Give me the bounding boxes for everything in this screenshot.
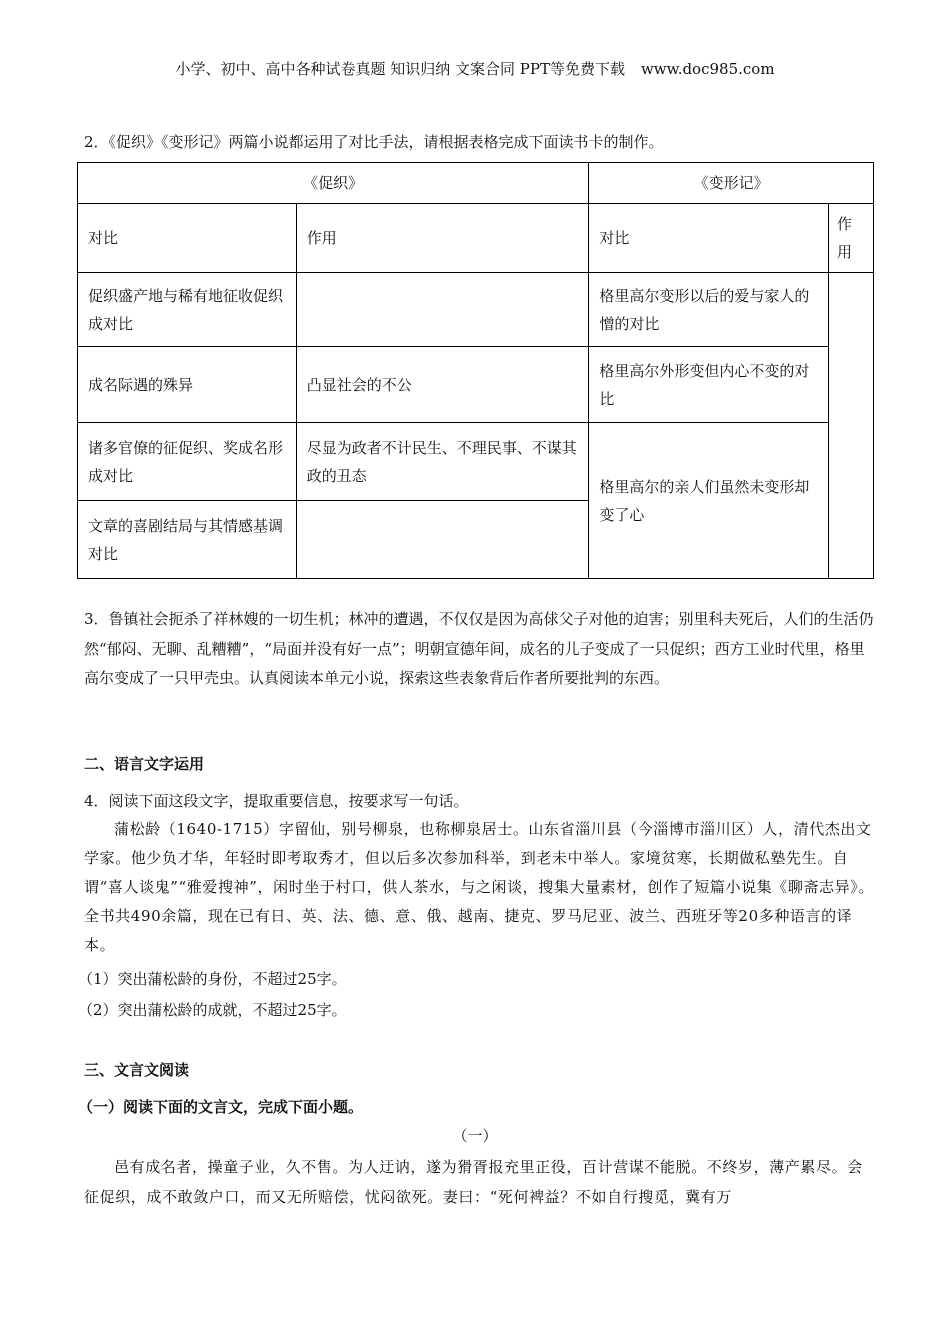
- q4-stem: 4．阅读下面这段文字，提取重要信息，按要求写一句话。: [84, 792, 469, 810]
- cell-left-effect: 凸显社会的不公: [296, 347, 589, 423]
- header-url: www.doc985.com: [640, 60, 775, 78]
- section2-title: 二、语言文字运用: [84, 755, 205, 773]
- cell-left-effect[interactable]: [296, 501, 589, 579]
- cell-right-effect[interactable]: [829, 273, 874, 579]
- col-compare: 对比: [78, 204, 297, 273]
- book1-header: 《促织》: [78, 163, 589, 204]
- q2-stem: 2．《促织》《变形记》两篇小说都运用了对比手法，请根据表格完成下面读书卡的制作。: [84, 133, 664, 151]
- book2-header: 《变形记》: [589, 163, 874, 204]
- header-text: 小学、初中、高中各种试卷真题 知识归纳 文案合同 PPT等免费下载: [175, 60, 625, 78]
- classical-passage: 邑有成名者，操童子业，久不售。为人迂讷，遂为猾胥报充里正役，百计营谋不能脱。不终岁，薄产累尽。会征促织，成不敢敛户口，而又无所赔偿，忧闷欲死。妻曰：“死何裨益？不如自行搜觅，冀有万: [84, 1158, 863, 1206]
- cell-left-compare: 文章的喜剧结局与其情感基调对比: [78, 501, 297, 579]
- section3-title: 三、文言文阅读: [84, 1061, 190, 1079]
- col-effect-2: 作用: [829, 204, 874, 273]
- cell-right-compare: 格里高尔的亲人们虽然未变形却变了心: [589, 423, 829, 579]
- col-effect: 作用: [296, 204, 589, 273]
- comparison-table: [77, 162, 874, 579]
- page-header: [0, 58, 950, 79]
- cell-left-effect[interactable]: [296, 273, 589, 347]
- q4-passage: 蒲松龄（1640-1715）字留仙，别号柳泉，也称柳泉居士。山东省淄川县（今淄博市淄川区）人，清代杰出文学家。他少负才华，年轻时即考取秀才，但以后多次参加科举，到老未中举人。家境贫寒，长期做私塾先生。自谓“喜人谈鬼”“雅爱搜神”，闲时坐于村口，供人茶水，与之闲谈，搜集大量素材，创作了短篇小说集《聊斋志异》。全书共490余篇，现在已有日、英、法、德、意、俄、越南、捷克、罗马尼亚、波兰、西班牙等20多种语言的译本。: [84, 820, 874, 954]
- cell-left-compare: 成名际遇的殊异: [78, 347, 297, 423]
- section3-subtitle: （一）阅读下面的文言文，完成下面小题。: [78, 1098, 364, 1116]
- cell-right-compare: 格里高尔变形以后的爱与家人的憎的对比: [589, 273, 829, 347]
- cell-left-effect: 尽显为政者不计民生、不理民事、不谋其政的丑态: [296, 423, 589, 501]
- cell-left-compare: 促织盛产地与稀有地征收促织成对比: [78, 273, 297, 347]
- part-label: （一）: [452, 1127, 498, 1145]
- q3-text: 3．鲁镇社会扼杀了祥林嫂的一切生机；林冲的遭遇，不仅仅是因为高俅父子对他的迫害；别里科夫死后，人们的生活仍然“郁闷、无聊、乱糟糟”，“局面并没有好一点”；明朝宣德年间，成名的儿子变成了一只促织；西方工业时代里，格里高尔变成了一只甲壳虫。认真阅读本单元小说，探索这些表象背后作者所要批判的东西。: [84, 610, 874, 687]
- q4-sub1: （1）突出蒲松龄的身份，不超过25字。: [78, 970, 347, 988]
- cell-right-compare: 格里高尔外形变但内心不变的对比: [589, 347, 829, 423]
- cell-left-compare: 诸多官僚的征促织、奖成名形成对比: [78, 423, 297, 501]
- q4-sub2: （2）突出蒲松龄的成就，不超过25字。: [78, 1001, 347, 1019]
- col-compare-2: 对比: [589, 204, 829, 273]
